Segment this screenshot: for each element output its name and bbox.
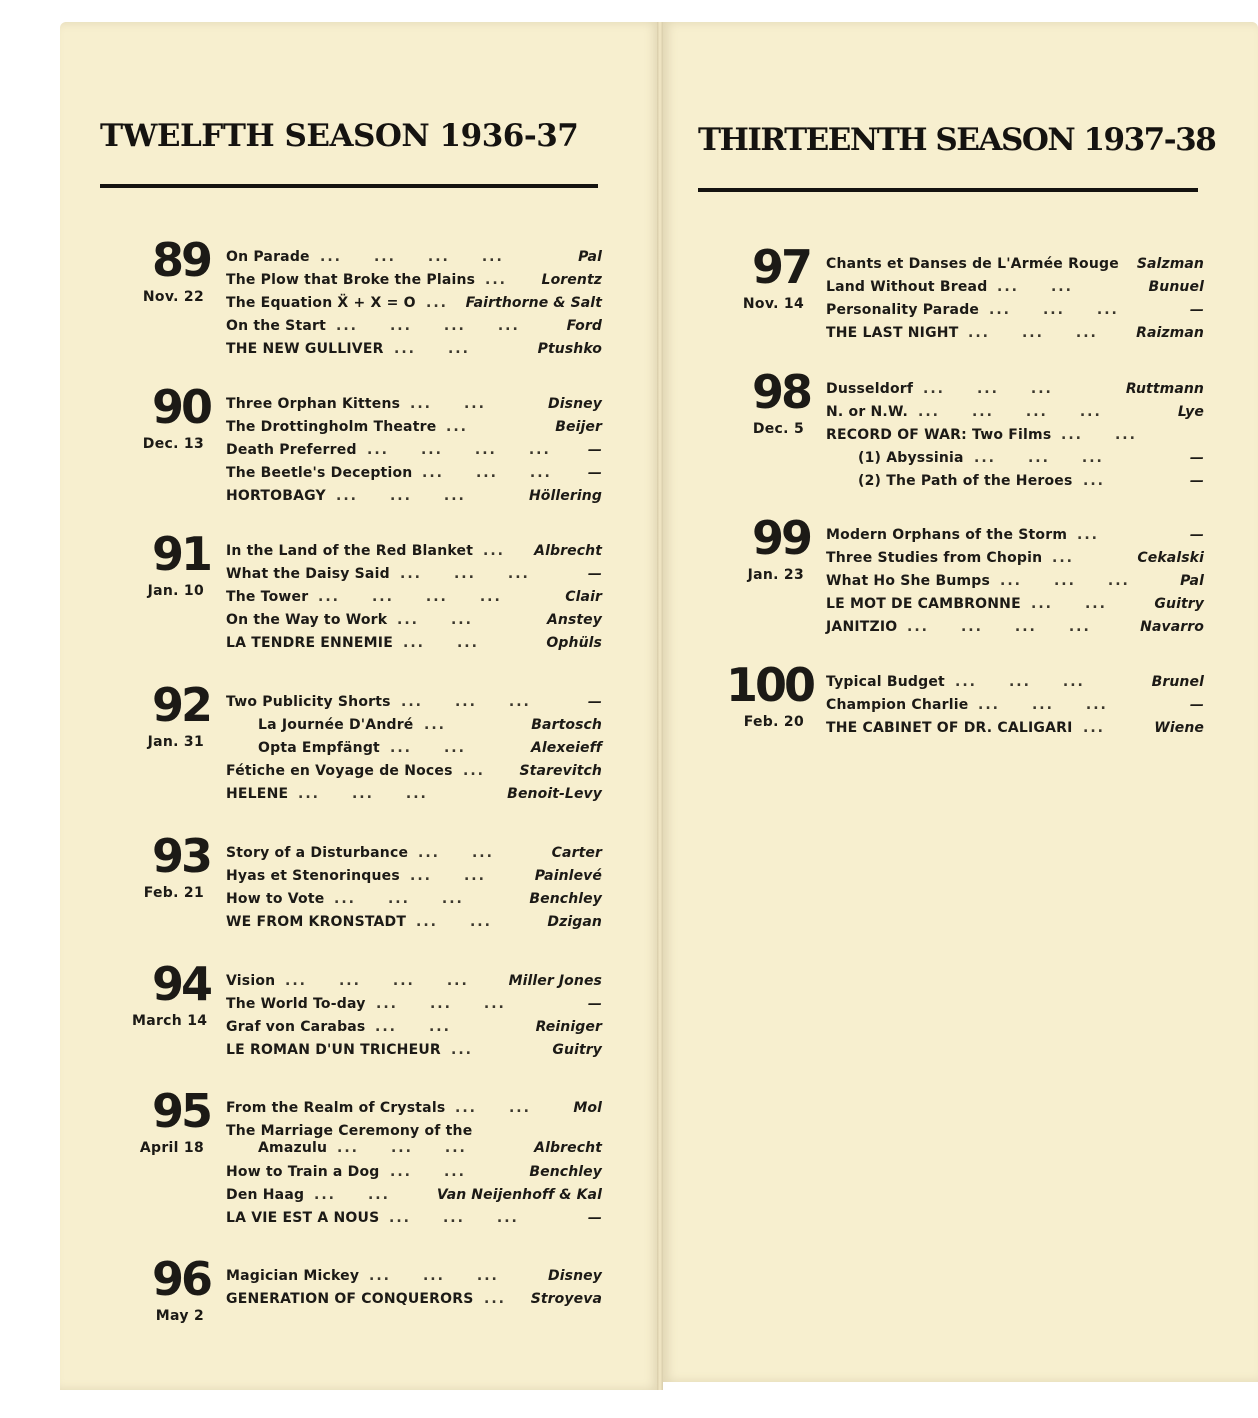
- leader-dots: ... ... ...: [337, 1140, 467, 1156]
- film-director: —: [587, 465, 602, 481]
- film-director: Reiniger: [535, 1019, 602, 1035]
- film-director: Alexeieff: [530, 740, 602, 756]
- film-director: Lorentz: [541, 272, 602, 288]
- leader-dots: ...: [484, 1291, 506, 1307]
- leader-dots: ... ... ...: [336, 488, 466, 504]
- film-entry: [826, 277, 1204, 297]
- programme-number: 100: [726, 658, 814, 712]
- film-entry: [226, 247, 602, 267]
- film-entry: [226, 293, 602, 313]
- programme-date: Nov. 14: [742, 296, 804, 312]
- film-entry: [226, 486, 602, 506]
- leader-dots: ...: [424, 717, 446, 733]
- leader-dots: ... ... ...: [369, 1268, 499, 1284]
- film-title: Land Without Bread: [826, 279, 988, 295]
- leader-dots: ...: [485, 272, 507, 288]
- film-title: How to Vote: [226, 891, 325, 907]
- film-entry: [226, 339, 602, 359]
- film-director: Cekalski: [1137, 550, 1204, 566]
- film-entry: [226, 610, 602, 630]
- film-director: Guitry: [552, 1042, 602, 1058]
- programme-number: 92: [152, 678, 211, 732]
- film-title: LE MOT DE CAMBRONNE: [826, 596, 1021, 612]
- film-entry: [826, 448, 1204, 468]
- film-director: Höllering: [528, 488, 602, 504]
- film-entry: [826, 254, 1204, 274]
- film-entry: [226, 541, 602, 561]
- leader-dots: ... ... ...: [968, 325, 1098, 341]
- film-director: Salzman: [1136, 256, 1204, 272]
- film-entry: [226, 316, 602, 336]
- film-title: Hyas et Stenorinques: [226, 868, 400, 884]
- film-director: Pal: [1180, 573, 1204, 589]
- film-entry: [226, 784, 602, 804]
- leader-dots: ...: [426, 295, 448, 311]
- film-entry: [226, 1098, 602, 1118]
- film-title: THE CABINET OF DR. CALIGARI: [826, 720, 1073, 736]
- film-title: In the Land of the Red Blanket: [226, 543, 474, 559]
- programme-number: 94: [152, 957, 211, 1011]
- season-title-thirteenth: THIRTEENTH SEASON 1937-38: [698, 122, 1216, 158]
- film-title: Magician Mickey: [226, 1268, 360, 1284]
- film-title: HELENE: [226, 786, 289, 802]
- leader-dots: ... ... ...: [1000, 573, 1130, 589]
- leader-dots: ...: [1083, 473, 1105, 489]
- title-rule-left: [100, 184, 598, 188]
- film-entry: [226, 1266, 602, 1286]
- film-title: N. or N.W.: [826, 404, 908, 420]
- leader-dots: ... ...: [397, 612, 473, 628]
- programme-date: Nov. 22: [142, 289, 204, 305]
- film-director: —: [587, 442, 602, 458]
- film-entry: [226, 587, 602, 607]
- programme-number: 96: [152, 1252, 211, 1306]
- film-director: Benchley: [529, 1164, 602, 1180]
- film-entry: [826, 672, 1204, 692]
- programme-date: Dec. 5: [752, 421, 804, 437]
- film-title: Modern Orphans of the Storm: [826, 527, 1068, 543]
- film-title: Vision: [226, 973, 276, 989]
- film-entry: [226, 1162, 602, 1182]
- film-title: Typical Budget: [826, 674, 945, 690]
- leader-dots: ... ... ... ...: [285, 973, 469, 989]
- film-director: Ford: [566, 318, 602, 334]
- film-title: Champion Charlie: [826, 697, 969, 713]
- programme-number: 89: [152, 233, 211, 287]
- programme-date: Jan. 23: [747, 567, 804, 583]
- film-entry: [826, 379, 1204, 399]
- film-title: Opta Empfängt: [258, 740, 380, 756]
- programme-number: 90: [152, 380, 211, 434]
- film-entry: [226, 1208, 602, 1228]
- film-director: —: [1189, 473, 1204, 489]
- film-director: Disney: [548, 396, 602, 412]
- film-entry: [226, 1040, 602, 1060]
- film-entry: [826, 571, 1204, 591]
- film-title: LA VIE EST A NOUS: [226, 1210, 380, 1226]
- film-entry: [226, 889, 602, 909]
- film-entry: [826, 695, 1204, 715]
- film-director: Ptushko: [537, 341, 602, 357]
- leader-dots: ... ...: [410, 396, 486, 412]
- film-director: Navarro: [1140, 619, 1204, 635]
- film-director: Benoit-Levy: [507, 786, 602, 802]
- film-director: Lye: [1177, 404, 1204, 420]
- film-director: —: [1189, 527, 1204, 543]
- leader-dots: ... ... ...: [422, 465, 552, 481]
- film-director: Van Neijenhoff & Kal: [436, 1187, 602, 1203]
- film-entry: [226, 394, 602, 414]
- film-director: Carter: [551, 845, 602, 861]
- film-entry: [826, 617, 1204, 637]
- film-director: Brunel: [1151, 674, 1204, 690]
- film-director: Wiene: [1154, 720, 1204, 736]
- film-entry: [826, 402, 1204, 422]
- film-entry: [826, 425, 1204, 445]
- page-fold: [657, 22, 663, 1390]
- film-title: What Ho She Bumps: [826, 573, 991, 589]
- leader-dots: ...: [446, 419, 468, 435]
- film-title: Three Orphan Kittens: [226, 396, 401, 412]
- leader-dots: ... ... ... ...: [318, 589, 502, 605]
- programme-number: 98: [752, 365, 811, 419]
- film-title: The Plow that Broke the Plains: [226, 272, 476, 288]
- film-title: RECORD OF WAR: Two Films: [826, 427, 1052, 443]
- programme-date: Dec. 13: [142, 436, 204, 452]
- leader-dots: ... ...: [375, 1019, 451, 1035]
- film-title: LE ROMAN D'UN TRICHEUR: [226, 1042, 441, 1058]
- programme-date: Feb. 21: [143, 885, 204, 901]
- film-title: (1) Abyssinia: [858, 450, 964, 466]
- film-entry: [226, 1289, 602, 1309]
- film-title: THE LAST NIGHT: [826, 325, 959, 341]
- programme-number: 91: [152, 527, 211, 581]
- film-entry: [826, 323, 1204, 343]
- leader-dots: ... ...: [394, 341, 470, 357]
- leader-dots: ... ... ... ...: [907, 619, 1091, 635]
- leader-dots: ... ... ... ...: [320, 249, 504, 265]
- film-entry: [226, 564, 602, 584]
- film-entry: [826, 718, 1204, 738]
- film-entry: [826, 300, 1204, 320]
- leader-dots: ... ... ...: [298, 786, 428, 802]
- film-title: Graf von Carabas: [226, 1019, 366, 1035]
- leader-dots: ...: [463, 763, 485, 779]
- film-entry: [226, 692, 602, 712]
- film-director: —: [587, 996, 602, 1012]
- film-entry: [226, 761, 602, 781]
- leader-dots: ... ... ... ...: [336, 318, 520, 334]
- film-title: Dusseldorf: [826, 381, 914, 397]
- film-title: LA TENDRE ENNEMIE: [226, 635, 393, 651]
- leader-dots: ... ... ...: [400, 566, 530, 582]
- leader-dots: ... ...: [390, 740, 466, 756]
- film-title: The World To-day: [226, 996, 366, 1012]
- film-entry: [226, 843, 602, 863]
- film-director: Albrecht: [534, 543, 602, 559]
- film-title: Chants et Danses de L'Armée Rouge: [826, 256, 1119, 272]
- leader-dots: ... ... ... ...: [918, 404, 1102, 420]
- film-title: Story of a Disturbance: [226, 845, 409, 861]
- leader-dots: ... ... ...: [974, 450, 1104, 466]
- leader-dots: ... ...: [416, 914, 492, 930]
- film-director: Painlevé: [534, 868, 602, 884]
- film-entry: [226, 1121, 602, 1161]
- film-title: La Journée D'André: [258, 717, 414, 733]
- leader-dots: ...: [1083, 720, 1105, 736]
- film-director: Beijer: [555, 419, 602, 435]
- film-director: Stroyeva: [530, 1291, 602, 1307]
- leader-dots: ... ...: [390, 1164, 466, 1180]
- film-entry: [226, 912, 602, 932]
- programme-date: Feb. 20: [743, 714, 804, 730]
- film-director: Miller Jones: [508, 973, 602, 989]
- film-entry: [226, 417, 602, 437]
- programme-date: Jan. 10: [147, 583, 204, 599]
- film-director: —: [1189, 302, 1204, 318]
- leader-dots: ... ...: [403, 635, 479, 651]
- film-director: Raizman: [1136, 325, 1204, 341]
- film-title: On Parade: [226, 249, 310, 265]
- film-title: GENERATION OF CONQUERORS: [226, 1291, 474, 1307]
- film-entry: [226, 1017, 602, 1037]
- film-title: JANITZIO: [826, 619, 898, 635]
- leader-dots: ...: [1077, 527, 1099, 543]
- leader-dots: ... ...: [1061, 427, 1137, 443]
- film-director: —: [587, 1210, 602, 1226]
- film-entry: [226, 633, 602, 653]
- film-title: Personality Parade: [826, 302, 980, 318]
- leader-dots: ... ... ...: [955, 674, 1085, 690]
- film-title: (2) The Path of the Heroes: [858, 473, 1073, 489]
- film-entry: [226, 463, 602, 483]
- film-entry: [226, 440, 602, 460]
- programme-number: 99: [752, 511, 811, 565]
- leader-dots: ... ... ...: [401, 694, 531, 710]
- film-title-continued: Amazulu: [258, 1140, 328, 1156]
- film-entry: [826, 471, 1204, 491]
- leader-dots: ... ... ...: [978, 697, 1108, 713]
- film-director: —: [1189, 697, 1204, 713]
- film-entry: [826, 525, 1204, 545]
- film-entry: [226, 866, 602, 886]
- film-entry: [226, 715, 602, 735]
- film-title: The Beetle's Deception: [226, 465, 413, 481]
- programme-date: April 18: [139, 1140, 204, 1156]
- film-title: Two Publicity Shorts: [226, 694, 391, 710]
- film-director: Starevitch: [519, 763, 602, 779]
- leader-dots: ...: [451, 1042, 473, 1058]
- film-entry: [226, 994, 602, 1014]
- leader-dots: ... ...: [1031, 596, 1107, 612]
- film-title: Fétiche en Voyage de Noces: [226, 763, 453, 779]
- leader-dots: ... ...: [997, 279, 1073, 295]
- film-title: Den Haag: [226, 1187, 305, 1203]
- leader-dots: ... ... ...: [989, 302, 1119, 318]
- film-director: Ophüls: [546, 635, 602, 651]
- programme-number: 93: [152, 829, 211, 883]
- film-title: The Equation Ẍ + X = O: [226, 295, 416, 311]
- film-entry: [826, 548, 1204, 568]
- film-director: Guitry: [1154, 596, 1204, 612]
- leader-dots: ...: [1052, 550, 1074, 566]
- leader-dots: ... ... ...: [376, 996, 506, 1012]
- film-director: Clair: [565, 589, 602, 605]
- film-entry: [826, 594, 1204, 614]
- film-director: Mol: [573, 1100, 602, 1116]
- film-director: Bartosch: [531, 717, 602, 733]
- film-title: How to Train a Dog: [226, 1164, 380, 1180]
- film-director: Pal: [578, 249, 602, 265]
- film-director: Albrecht: [534, 1140, 602, 1156]
- leader-dots: ... ... ...: [923, 381, 1053, 397]
- film-director: Disney: [548, 1268, 602, 1284]
- season-title-twelfth: TWELFTH SEASON 1936-37: [100, 118, 579, 154]
- leader-dots: ...: [483, 543, 505, 559]
- film-title: From the Realm of Crystals: [226, 1100, 446, 1116]
- programme-date: Jan. 31: [147, 734, 204, 750]
- film-title: On the Way to Work: [226, 612, 388, 628]
- film-title: What the Daisy Said: [226, 566, 390, 582]
- film-title: Three Studies from Chopin: [826, 550, 1043, 566]
- leader-dots: ... ... ...: [389, 1210, 519, 1226]
- leader-dots: ... ...: [455, 1100, 531, 1116]
- film-title: The Drottingholm Theatre: [226, 419, 437, 435]
- leader-dots: ... ... ...: [334, 891, 464, 907]
- film-title: THE NEW GULLIVER: [226, 341, 384, 357]
- film-director: —: [587, 694, 602, 710]
- leader-dots: ... ... ... ...: [367, 442, 551, 458]
- film-title: Death Preferred: [226, 442, 357, 458]
- programme-number: 97: [752, 240, 811, 294]
- film-title: The Marriage Ceremony of the: [226, 1123, 473, 1139]
- film-director: Anstey: [546, 612, 602, 628]
- film-director: Dzigan: [547, 914, 602, 930]
- film-director: Fairthorne & Salt: [465, 295, 602, 311]
- leader-dots: ... ...: [418, 845, 494, 861]
- film-entry: [226, 738, 602, 758]
- film-title: HORTOBAGY: [226, 488, 326, 504]
- film-title: On the Start: [226, 318, 326, 334]
- film-director: —: [587, 566, 602, 582]
- film-entry: [226, 270, 602, 290]
- film-director: Bunuel: [1148, 279, 1204, 295]
- programme-date: May 2: [155, 1308, 204, 1324]
- programme-number: 95: [152, 1084, 211, 1138]
- programme-date: March 14: [132, 1013, 208, 1029]
- film-director: —: [1189, 450, 1204, 466]
- film-entry: [226, 971, 602, 991]
- leader-dots: ... ...: [314, 1187, 390, 1203]
- leader-dots: ... ...: [410, 868, 486, 884]
- film-title: WE FROM KRONSTADT: [226, 914, 407, 930]
- film-director: Benchley: [529, 891, 602, 907]
- title-rule-right: [698, 188, 1198, 192]
- film-director: Ruttmann: [1125, 381, 1204, 397]
- film-entry: [226, 1185, 602, 1205]
- film-title: The Tower: [226, 589, 309, 605]
